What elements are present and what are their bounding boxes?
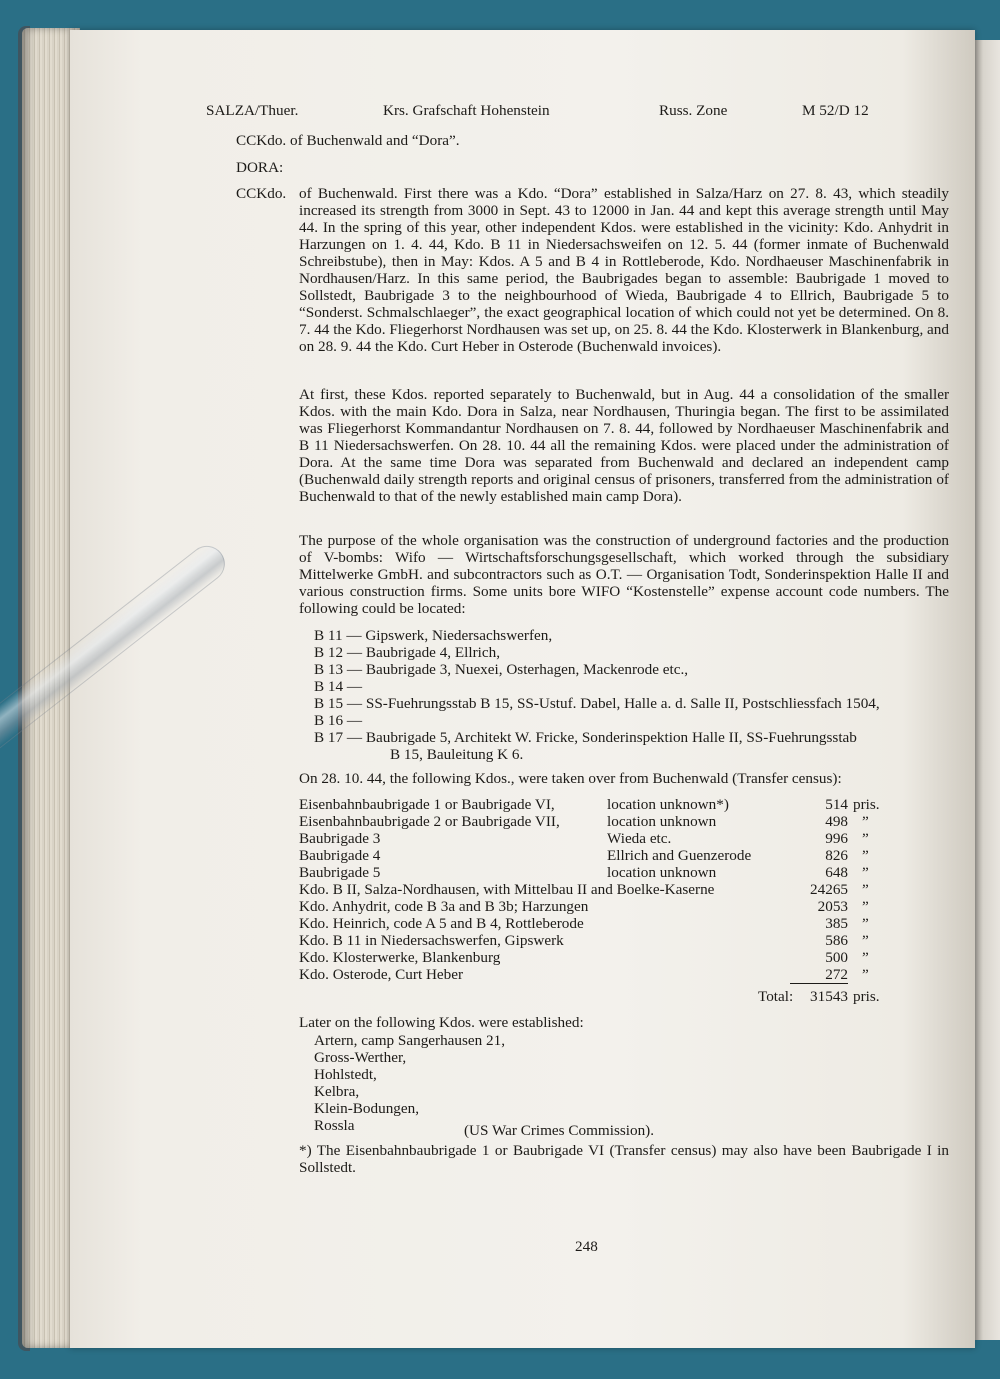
row-unit: ” [862,932,869,949]
total-unit: pris. [853,988,880,1005]
total-count: 31543 [810,988,848,1005]
row-count: 586 [825,932,848,949]
row-count: 648 [825,864,848,881]
list-item: B 12 — Baubrigade 4, Ellrich, [314,644,501,661]
source-citation: (US War Crimes Commission). [464,1122,655,1139]
row-unit: ” [862,915,869,932]
paragraph-3 [299,532,949,617]
footnote-text: *) The Eisenbahnbaubrigade 1 or Baubrigade VI (Transfer census) may also have been Baubrigade I in Sollstedt. [299,1142,949,1176]
row-count: 826 [825,847,848,864]
row-unit: pris. [853,796,880,813]
row-name: Kdo. Klosterwerke, Blankenburg [299,949,501,966]
row-count: 385 [825,915,848,932]
row-name: Kdo. Osterode, Curt Heber [299,966,464,983]
paragraph-2-text: At first, these Kdos. reported separately to Buchenwald, but in Aug. 44 a consolidation of the smaller Kdos. with the main Kdo. Dora in Salza, near Nordhausen, Thuringia began. The first to be assimilated was Fliegerhorst Kommandantur Nordhausen on 7. 8. 44, followed by Nordhaeuser Maschinenfabrik and B 11 Niedersachswerfen. On 28. 10. 44 all the remaining Kdos. were placed under the administration of Dora. At the same time Dora was separated from Buchenwald and declared an independent camp (Buchenwald daily strength reports and original census of prisoners, transferred from the administration of Buchenwald to that of the newly established main camp Dora). [299,386,949,505]
row-unit: ” [862,881,869,898]
row-location: location unknown [607,864,717,881]
header-code: M 52/D 12 [802,102,869,119]
list-item: B 16 — [314,712,363,729]
row-name: Eisenbahnbaubrigade 2 or Baubrigade VII, [299,813,560,830]
list-item: B 17 — Baubrigade 5, Architekt W. Fricke, Sonderinspektion Halle II, SS-Fuehrungsstab [314,729,857,746]
transfer-intro: On 28. 10. 44, the following Kdos., were taken over from Buchenwald (Transfer census): [299,770,842,787]
intro-line: CCKdo. of Buchenwald and “Dora”. [236,132,460,149]
para1-lead: CCKdo. [236,185,287,202]
row-name: Kdo. B II, Salza-Nordhausen, with Mittelbau II and Boelke-Kaserne [299,881,715,898]
row-count: 996 [825,830,848,847]
facing-page-edge [972,40,1000,1340]
list-item: Gross-Werther, [314,1049,407,1066]
list-item: Rossla [314,1117,355,1134]
row-name: Kdo. Heinrich, code A 5 and B 4, Rottleberode [299,915,584,932]
row-count: 498 [825,813,848,830]
list-item: B 13 — Baubrigade 3, Nuexei, Osterhagen, Mackenrode etc., [314,661,689,678]
row-name: Kdo. Anhydrit, code B 3a and B 3b; Harzungen [299,898,589,915]
paragraph-2 [299,386,949,505]
row-unit: ” [862,864,869,881]
list-item: B 15, Bauleitung K 6. [390,746,524,763]
paragraph-1-text: of Buchenwald. First there was a Kdo. “Dora” established in Salza/Harz on 27. 8. 43, which steadily increased its strength from 3000 in Sept. 43 to 12000 in Jan. 44 and kept this average strength until May 44. In the spring of this year, other independent Kdos. were established in the vicinity: Kdo. Anhydrit in Harzungen on 1. 4. 44, Kdo. B 11 in Niedersachsweifen on 12. 5. 44 (former inmate of Buchenwald Schreibstube), then in May: Kdos. A 5 and B 4 in Rottleberode, Kdo. Nordhaeuser Maschinenfabrik in Nordhausen/Harz. In this same period, the Baubrigades began to assemble: Baubrigade 1 moved to Sollstedt, Baubrigade 3 to the neighbourhood of Wieda, Baubrigade 4 to Ellrich, Baubrigade 5 to “Sonderst. Schmalschlaeger”, the exact geographical location of which could not yet be determined. On 8. 7. 44 the Kdo. Fliegerhorst Nordhausen was set up, on 25. 8. 44 the Kdo. Klosterwerk in Blankenburg, and on 28. 9. 44 the Kdo. Curt Heber in Osterode (Buchenwald invoices). [299,185,949,355]
row-location: location unknown*) [607,796,729,813]
row-unit: ” [862,949,869,966]
row-unit: ” [862,898,869,915]
section-heading: DORA: [236,159,284,176]
header-district: Krs. Grafschaft Hohenstein [383,102,550,119]
list-item: Hohlstedt, [314,1066,377,1083]
row-count: 24265 [810,881,848,898]
paragraph-3-text: The purpose of the whole organisation was the construction of underground factories and the production of V-bombs: Wifo — Wirtschaftsforschungsgesellschaft, which worked through the subsidiary Mittelwerke GmbH. and subcontractors such as O.T. — Organisation Todt, Sonderinspektion Halle II and various construction firms. Some units bore WIFO “Kostenstelle” expense account code numbers. The following could be located: [299,532,949,617]
list-item: Artern, camp Sangerhausen 21, [314,1032,506,1049]
total-label: Total: [758,988,794,1005]
row-unit: ” [862,813,869,830]
row-unit: ” [862,966,869,983]
row-location: Ellrich and Guenzerode [607,847,752,864]
list-item: Klein-Bodungen, [314,1100,420,1117]
row-count: 272 [790,966,848,984]
row-unit: ” [862,847,869,864]
book-page [70,30,975,1348]
row-name: Eisenbahnbaubrigade 1 or Baubrigade VI, [299,796,555,813]
list-item: B 11 — Gipswerk, Niedersachswerfen, [314,627,553,644]
row-name: Baubrigade 4 [299,847,381,864]
list-item: B 15 — SS-Fuehrungsstab B 15, SS-Ustuf. Dabel, Halle a. d. Salle II, Postschliessfach 1504, [314,695,880,712]
list-item: B 14 — [314,678,363,695]
footnote [299,1142,949,1176]
paragraph-1 [299,185,949,355]
row-name: Kdo. B 11 in Niedersachswerfen, Gipswerk [299,932,564,949]
row-count: 514 [825,796,848,813]
row-unit: ” [862,830,869,847]
later-intro: Later on the following Kdos. were established: [299,1014,584,1031]
row-count: 2053 [817,898,848,915]
header-place: SALZA/Thuer. [206,102,299,119]
row-name: Baubrigade 5 [299,864,381,881]
page-number: 248 [575,1238,598,1255]
row-location: Wieda etc. [607,830,672,847]
header-zone: Russ. Zone [659,102,728,119]
row-name: Baubrigade 3 [299,830,381,847]
row-location: location unknown [607,813,717,830]
row-count: 500 [825,949,848,966]
list-item: Kelbra, [314,1083,360,1100]
